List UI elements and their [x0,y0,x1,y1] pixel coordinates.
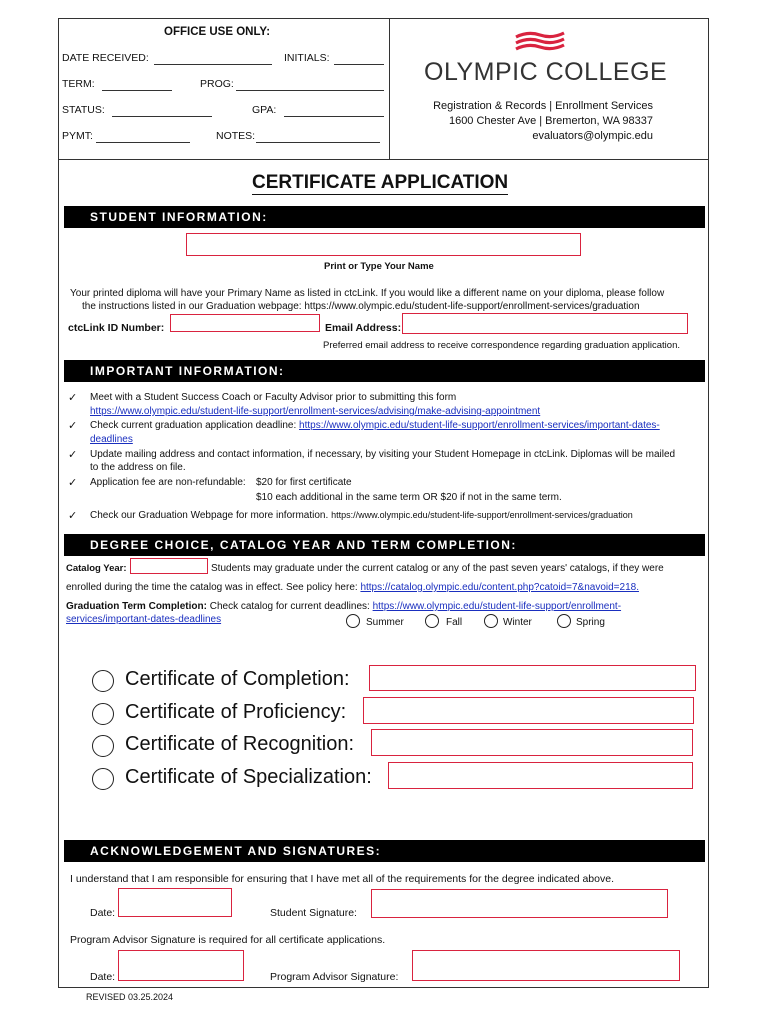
term-fall-label: Fall [446,617,463,628]
term-winter-label: Winter [503,617,532,628]
important-info-bar: IMPORTANT INFORMATION: [64,360,705,382]
cert-recognition-input[interactable] [371,729,693,756]
ctclink-input[interactable] [170,314,320,332]
name-caption: Print or Type Your Name [324,261,434,272]
email-input[interactable] [402,313,688,334]
student-date-input[interactable] [118,888,232,917]
radio-summer[interactable] [346,614,360,628]
term-label: TERM: [62,78,95,90]
radio-specialization[interactable] [92,768,114,790]
cert-completion-label: Certificate of Completion: [125,668,350,690]
date-received-label: DATE RECEIVED: [62,52,149,64]
degree-choice-bar: DEGREE CHOICE, CATALOG YEAR AND TERM COMPLETION: [64,534,705,556]
check-icon: ✓ [68,477,78,489]
college-logo-icon [514,30,566,56]
advisor-signature-input[interactable] [412,950,680,981]
notes-line [256,133,380,143]
acknowledgement-bar: ACKNOWLEDGEMENT AND SIGNATURES: [64,840,705,862]
radio-winter[interactable] [484,614,498,628]
student-signature-input[interactable] [371,889,668,918]
pymt-line [96,133,190,143]
college-email: evaluators@olympic.edu [532,130,653,142]
check-icon: ✓ [68,449,78,461]
office-use-heading: OFFICE USE ONLY: [164,26,271,38]
ack-statement: I understand that I am responsible for ensuring that I have met all of the requirements for the degree indicated above. [70,873,614,885]
radio-proficiency[interactable] [92,703,114,725]
policy-link[interactable]: https://catalog.olympic.edu/content.php?catoid=7&navoid=218. [360,582,639,593]
notes-label: NOTES: [216,130,256,142]
revised-date: REVISED 03.25.2024 [86,992,174,1002]
name-input[interactable] [186,233,581,256]
pymt-label: PYMT: [62,130,93,142]
college-header [390,18,709,160]
cert-proficiency-input[interactable] [363,697,694,724]
ctclink-label: ctcLink ID Number: [68,322,165,334]
catalog-year-input[interactable] [130,558,208,574]
cert-specialization-label: Certificate of Specialization: [125,766,372,788]
student-signature-label: Student Signature: [270,907,357,919]
check-icon: ✓ [68,510,78,522]
cert-specialization-input[interactable] [388,762,693,789]
advising-link[interactable]: https://www.olympic.edu/student-life-support/enrollment-services/advising/make-advising-appointment [90,406,541,417]
term-summer-label: Summer [366,617,404,628]
deadlines-link[interactable]: https://www.olympic.edu/student-life-support/enrollment-services/important-dates- [299,420,660,431]
deadlines-link-cont[interactable]: deadlines [90,434,133,445]
diploma-note-2: the instructions listed in our Graduation webpage: https://www.olympic.edu/student-life-support/enrollment-services/graduation [82,301,640,312]
cert-recognition-label: Certificate of Recognition: [125,733,355,755]
gpa-line [284,107,384,117]
important-item-3: Update mailing address and contact information, if necessary, by visiting your Student Homepage in ctcLink. Diplomas will be mailed [90,449,676,460]
grad-term-line: Graduation Term Completion: Check catalog for current deadlines: https://www.olympic.edu/student-life-support/enrollment- [66,601,622,612]
important-item-1: Meet with a Student Success Coach or Faculty Advisor prior to submitting this form [90,392,457,403]
prog-label: PROG: [200,78,234,90]
date-label-student: Date: [90,907,116,919]
check-icon: ✓ [68,420,78,432]
advisor-date-input[interactable] [118,950,244,981]
student-info-bar: STUDENT INFORMATION: [64,206,705,228]
college-address: 1600 Chester Ave | Bremerton, WA 98337 [448,115,653,127]
radio-fall[interactable] [425,614,439,628]
important-item-3-cont: to the address on file. [90,462,186,473]
fee-additional: $10 each additional in the same term OR $20 if not in the same term. [256,492,562,503]
initials-line [334,55,384,65]
date-label-advisor: Date: [90,971,116,983]
catalog-note: Students may graduate under the current catalog or any of the past seven years' catalogs, if they were [211,563,664,574]
fee-first: $20 for first certificate [256,477,352,488]
term-line [102,81,172,91]
radio-spring[interactable] [557,614,571,628]
email-note: Preferred email address to receive correspondence regarding graduation application. [323,340,680,351]
important-item-5: Check our Graduation Webpage for more information. https://www.olympic.edu/student-life-support/enrollment-services/graduation [90,510,633,521]
radio-completion[interactable] [92,670,114,692]
college-dept: Registration & Records | Enrollment Services [433,100,653,112]
grad-term-link[interactable]: https://www.olympic.edu/student-life-support/enrollment- [372,601,622,612]
advisor-signature-label: Program Advisor Signature: [270,971,399,983]
graduation-url: https://www.olympic.edu/student-life-support/enrollment-services/graduation [331,510,633,520]
important-item-2: Check current graduation application deadline: https://www.olympic.edu/student-life-support/enrollment-services/important-dates- [90,420,660,431]
check-icon: ✓ [68,392,78,404]
catalog-year-label: Catalog Year: [66,563,127,574]
radio-recognition[interactable] [92,735,114,757]
email-label: Email Address: [325,322,402,334]
advisor-note: Program Advisor Signature is required for all certificate applications. [70,934,386,946]
term-spring-label: Spring [576,617,605,628]
status-line [112,107,212,117]
initials-label: INITIALS: [284,52,330,64]
diploma-note-1: Your printed diploma will have your Primary Name as listed in ctcLink. If you would like a different name on your diploma, please follow [70,288,665,299]
office-use-box [58,18,390,160]
fee-label: Application fee are non-refundable: [90,477,246,488]
gpa-label: GPA: [252,104,277,116]
college-name: OLYMPIC COLLEGE [424,58,668,86]
date-received-line [154,55,272,65]
cert-completion-input[interactable] [369,665,696,691]
status-label: STATUS: [62,104,105,116]
cert-proficiency-label: Certificate of Proficiency: [125,701,347,723]
prog-line [236,81,384,91]
grad-term-link-cont[interactable]: services/important-dates-deadlines [66,614,222,625]
page-title: CERTIFICATE APPLICATION [252,172,509,193]
catalog-note-2: enrolled during the time the catalog was in effect. See policy here: https://catalog.olympic.edu/content.php?catoid=7&navoid=218. [66,582,639,593]
